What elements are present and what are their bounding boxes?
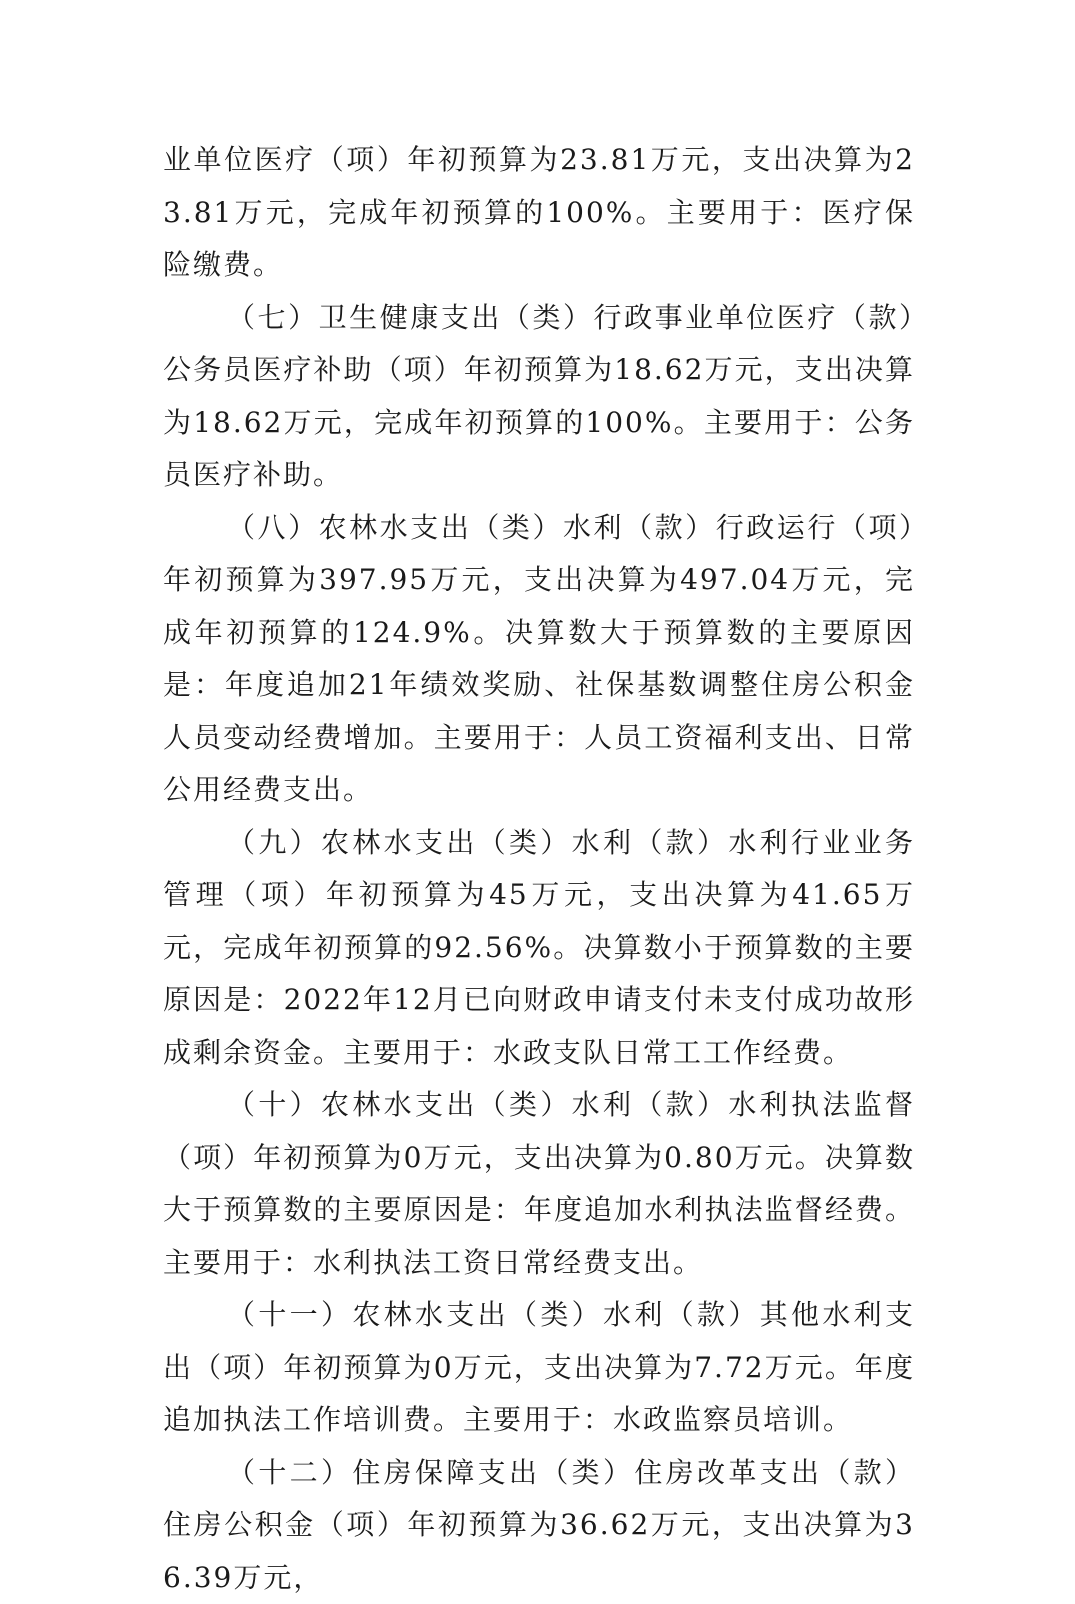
paragraph-11-other-water-expenditure: （十一）农林水支出（类）水利（款）其他水利支出（项）年初预算为0万元，支出决算为7.72万元。年度追加执法工作培训费。主要用于：水政监察员培训。 [163,1289,915,1447]
body-text [163,134,915,1604]
paragraph-continuation: 业单位医疗（项）年初预算为23.81万元，支出决算为23.81万元，完成年初预算的100%。主要用于：医疗保险缴费。 [163,134,915,292]
paragraph-7-health-medical-subsidy: （七）卫生健康支出（类）行政事业单位医疗（款）公务员医疗补助（项）年初预算为18.62万元，支出决算为18.62万元，完成年初预算的100%。主要用于：公务员医疗补助。 [163,292,915,502]
paragraph-8-water-admin-operation: （八）农林水支出（类）水利（款）行政运行（项）年初预算为397.95万元，支出决算为497.04万元，完成年初预算的124.9%。决算数大于预算数的主要原因是：年度追加21年绩效奖励、社保基数调整住房公积金人员变动经费增加。主要用于：人员工资福利支出、日常公用经费支出。 [163,502,915,817]
paragraph-12-housing-provident-fund: （十二）住房保障支出（类）住房改革支出（款）住房公积金（项）年初预算为36.62万元，支出决算为36.39万元， [163,1447,915,1604]
paragraph-10-water-law-enforcement: （十）农林水支出（类）水利（款）水利执法监督（项）年初预算为0万元，支出决算为0.80万元。决算数大于预算数的主要原因是：年度追加水利执法监督经费。主要用于：水利执法工资日常经费支出。 [163,1079,915,1289]
paragraph-9-water-business-management: （九）农林水支出（类）水利（款）水利行业业务管理（项）年初预算为45万元，支出决算为41.65万元，完成年初预算的92.56%。决算数小于预算数的主要原因是：2022年12月已向财政申请支付未支付成功故形成剩余资金。主要用于：水政支队日常工工作经费。 [163,817,915,1080]
